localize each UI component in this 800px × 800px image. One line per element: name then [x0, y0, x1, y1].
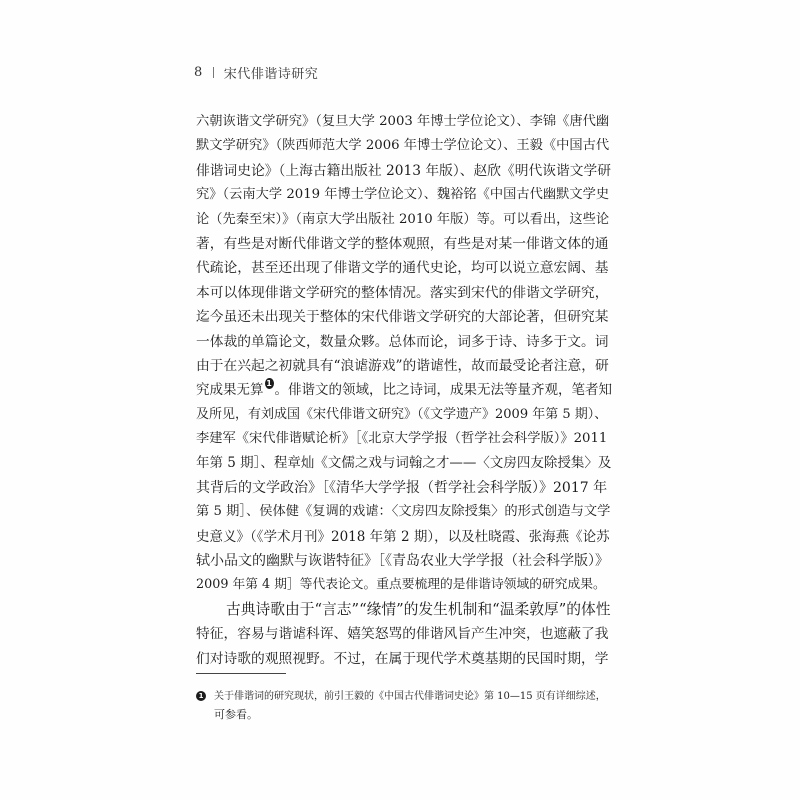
footnote-text: 关于俳谐词的研究现状，前引王毅的《中国古代俳谐词史论》第 10—15 页有详细综述， [214, 691, 606, 702]
page-number: 8 [194, 65, 203, 80]
text-line: 迄今虽还未出现关于整体的宋代俳谐文学研究的大部论著，但研究某 [196, 309, 609, 326]
text-line: 2009 年第 4 期］等代表论文。重点要梳理的是俳谐诗领域的研究成果。 [196, 577, 606, 593]
footnote-marker: 1 [196, 691, 206, 701]
text-line: 代疏论，甚至还出现了俳谐文学的通代史论，均可以说立意宏阔、基 [196, 260, 609, 277]
text-line: 第 5 期］、侯体健《复调的戏谑：〈文房四友除授集〉的形式创造与文学 [196, 504, 611, 520]
header-divider [213, 67, 214, 78]
text-line: 们对诗歌的观照视野。不过，在属于现代学术奠基期的民国时期，学 [196, 650, 609, 667]
text-line: 史意义》（《学术月刊》2018 年第 2 期），以及杜晓霞、张海燕《论苏 [196, 528, 610, 545]
text-line: 著，有些是对断代俳谐文学的整体观照，有些是对某一俳谐文体的通 [196, 235, 609, 252]
text-line: 默文学研究》（陕西师范大学 2006 年博士学位论文）、王毅《中国古代 [196, 138, 610, 154]
text-segment: 。俳谐文的领域，比之诗词，成果无法等量齐观，笔者知 [274, 382, 612, 399]
text-line: 李建军《宋代俳谐赋论析》［《北京大学学报（哲学社会科学版）》2011 [196, 431, 608, 447]
footnote-divider [196, 673, 286, 674]
running-head [194, 63, 318, 82]
paragraph-first-line: 古典诗歌由于“言志”“缘情”的发生机制和“温柔敦厚”的体性 [226, 600, 611, 618]
text-line: 六朝诙谐文学研究》（复旦大学 2003 年博士学位论文）、李锦《唐代幽 [196, 114, 610, 129]
text-line: 俳谐词史论》（上海古籍出版社 2013 年版）、赵欣《明代诙谐文学研 [196, 162, 611, 179]
text-line: 其背后的文学政治》［《清华大学学报（哲学社会科学版）》2017 年 [196, 479, 608, 496]
book-title: 宋代俳谐诗研究 [223, 67, 319, 82]
text-line: 究》（云南大学 2019 年博士学位论文）、魏裕铭《中国古代幽默文学史 [196, 187, 610, 203]
text-segment: 究成果无算 [196, 382, 264, 399]
text-line: 由于在兴起之初就具有“浪谑游戏”的谐谑性，故而最受论者注意，研 [196, 357, 609, 374]
footnote-continuation: 可参看。 [214, 708, 258, 721]
footnote [196, 688, 612, 724]
text-line: 一体裁的单篇论文，数量众夥。总体而论，词多于诗、诗多于文。词 [196, 333, 609, 350]
footnote-reference-marker[interactable]: 1 [266, 379, 272, 389]
text-line: 及所见，有刘成国《宋代俳谐文研究》（《文学遗产》2009 年第 5 期）、 [196, 406, 608, 422]
text-line-with-note [196, 378, 612, 402]
text-line: 轼小品文的幽默与诙谐特征》［《青岛农业大学学报（社会科学版）》 [196, 553, 609, 570]
text-line: 特征，容易与谐谑科诨、嬉笑怒骂的俳谐风旨产生冲突，也遮蔽了我 [196, 626, 609, 643]
text-line: 本可以体现俳谐文学研究的整体情况。落实到宋代的俳谐文学研究， [196, 284, 609, 301]
text-line: 年第 5 期］、程章灿《文儒之戏与词翰之才——〈文房四友除授集〉及 [196, 455, 612, 472]
body-text [196, 110, 612, 671]
footnote-line [196, 688, 612, 706]
text-line: 论（先秦至宋）》（南京大学出版社 2010 年版）等。可以看出，这些论 [196, 211, 610, 227]
